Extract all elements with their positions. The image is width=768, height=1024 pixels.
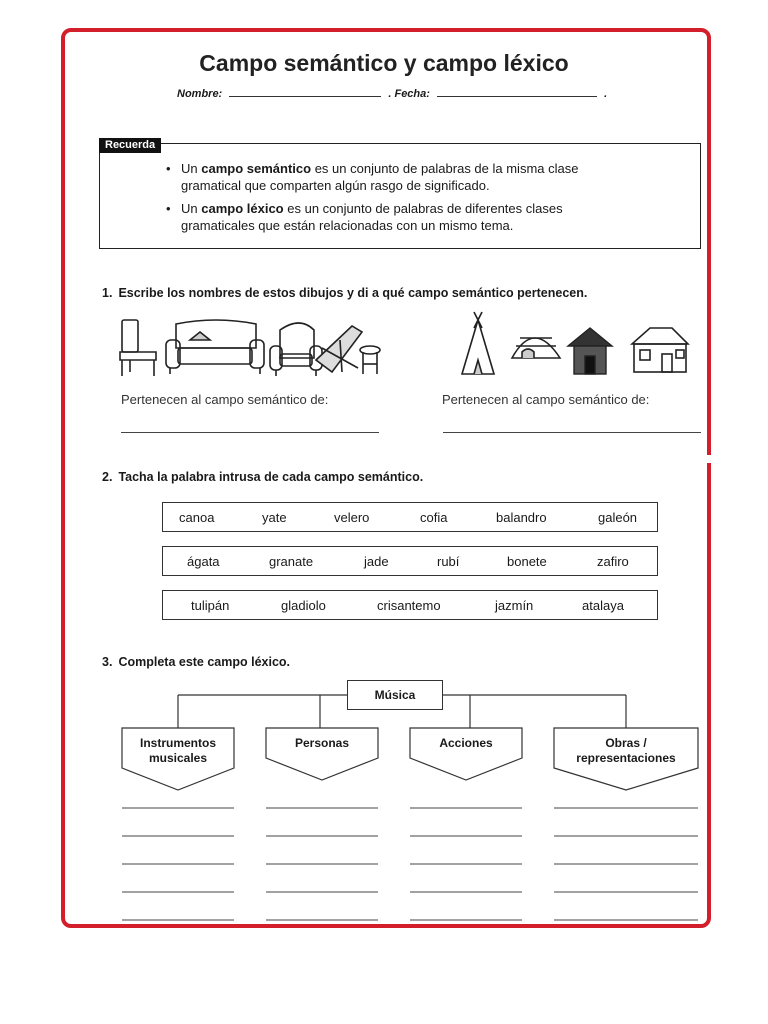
answer-line-left[interactable] xyxy=(121,432,379,433)
question-1 xyxy=(102,286,587,300)
house-drawing xyxy=(632,328,688,372)
bullet-mark: • xyxy=(166,161,171,176)
word[interactable]: rubí xyxy=(437,554,460,569)
word[interactable]: galeón xyxy=(598,510,638,525)
category-line1: Personas xyxy=(294,736,350,750)
fecha-label: . Fecha: xyxy=(388,88,430,100)
word[interactable]: balandro xyxy=(496,510,547,525)
word-row-3 xyxy=(162,590,658,620)
category-personas-label xyxy=(266,736,378,751)
pertenecen-left: Pertenecen al campo semántico de: xyxy=(121,392,329,407)
pertenecen-right: Pertenecen al campo semántico de: xyxy=(442,392,650,407)
question-2-number: 2. xyxy=(102,470,113,484)
bullet-campo-semantico xyxy=(166,160,666,194)
semantico-definition: es un conjunto de palabras de la misma clase xyxy=(314,161,579,176)
name-date-line xyxy=(177,86,607,100)
igloo-drawing xyxy=(512,338,560,358)
nombre-label: Nombre: xyxy=(177,88,223,100)
word-row-1 xyxy=(162,502,658,532)
term-campo-lexico: campo léxico xyxy=(201,201,284,216)
word[interactable]: jazmín xyxy=(495,598,534,613)
frame-gap xyxy=(706,455,720,463)
semantico-definition-line2: gramatical que comparten algún rasgo de significado. xyxy=(181,178,490,193)
recuerda-tag: Recuerda xyxy=(99,138,161,153)
worksheet-title: Campo semántico y campo léxico xyxy=(199,50,569,76)
sofa-drawing xyxy=(166,320,264,374)
stool-drawing xyxy=(360,346,380,374)
category-line1: Instrumentos xyxy=(139,736,216,750)
bullet-un: Un xyxy=(181,161,198,176)
category-line1: Acciones xyxy=(439,736,493,750)
question-3-number: 3. xyxy=(102,655,113,669)
word[interactable]: zafiro xyxy=(597,554,629,569)
end-dot: . xyxy=(604,88,608,100)
word[interactable]: canoa xyxy=(179,510,215,525)
bullet-un: Un xyxy=(181,201,198,216)
fecha-field[interactable] xyxy=(437,86,597,97)
word[interactable]: atalaya xyxy=(582,598,624,613)
dwelling-drawings xyxy=(450,310,695,385)
bullet-campo-lexico xyxy=(166,200,666,234)
category-obras-label xyxy=(554,736,698,766)
chair-drawing xyxy=(120,320,156,376)
question-1-text: Escribe los nombres de estos dibujos y di a qué campo semántico pertenecen. xyxy=(118,286,588,300)
term-campo-semantico: campo semántico xyxy=(201,161,312,176)
category-instrumentos-label xyxy=(122,736,234,766)
category-line2: musicales xyxy=(148,751,208,765)
word[interactable]: yate xyxy=(262,510,287,525)
question-2 xyxy=(102,470,423,484)
word[interactable]: ágata xyxy=(187,554,220,569)
answer-lines xyxy=(122,808,698,920)
word[interactable]: gladiolo xyxy=(281,598,326,613)
question-1-number: 1. xyxy=(102,286,113,300)
lexico-definition: es un conjunto de palabras de diferentes clases xyxy=(287,201,563,216)
question-3 xyxy=(102,655,290,669)
lexico-definition-line2: gramaticales que están relacionadas con un mismo tema. xyxy=(181,218,514,233)
word-row-2 xyxy=(162,546,658,576)
question-3-text: Completa este campo léxico. xyxy=(118,655,291,669)
word[interactable]: velero xyxy=(334,510,370,525)
category-acciones-label xyxy=(410,736,522,751)
nombre-field[interactable] xyxy=(229,86,381,97)
word[interactable]: tulipán xyxy=(191,598,230,613)
deckchair-drawing xyxy=(316,326,362,372)
category-line2: representaciones xyxy=(576,751,676,765)
category-line1: Obras / xyxy=(605,736,647,750)
tipi-drawing xyxy=(462,312,494,374)
answer-line-right[interactable] xyxy=(443,432,701,433)
hut-drawing xyxy=(568,328,612,374)
question-2-text: Tacha la palabra intrusa de cada campo semántico. xyxy=(118,470,424,484)
word[interactable]: jade xyxy=(364,554,389,569)
musica-root-box: Música xyxy=(347,680,443,710)
furniture-drawings xyxy=(110,310,390,385)
bullet-mark: • xyxy=(166,201,171,216)
word[interactable]: crisantemo xyxy=(377,598,441,613)
word[interactable]: granate xyxy=(269,554,314,569)
word[interactable]: cofia xyxy=(420,510,448,525)
armchair-drawing xyxy=(270,323,322,376)
word[interactable]: bonete xyxy=(507,554,547,569)
